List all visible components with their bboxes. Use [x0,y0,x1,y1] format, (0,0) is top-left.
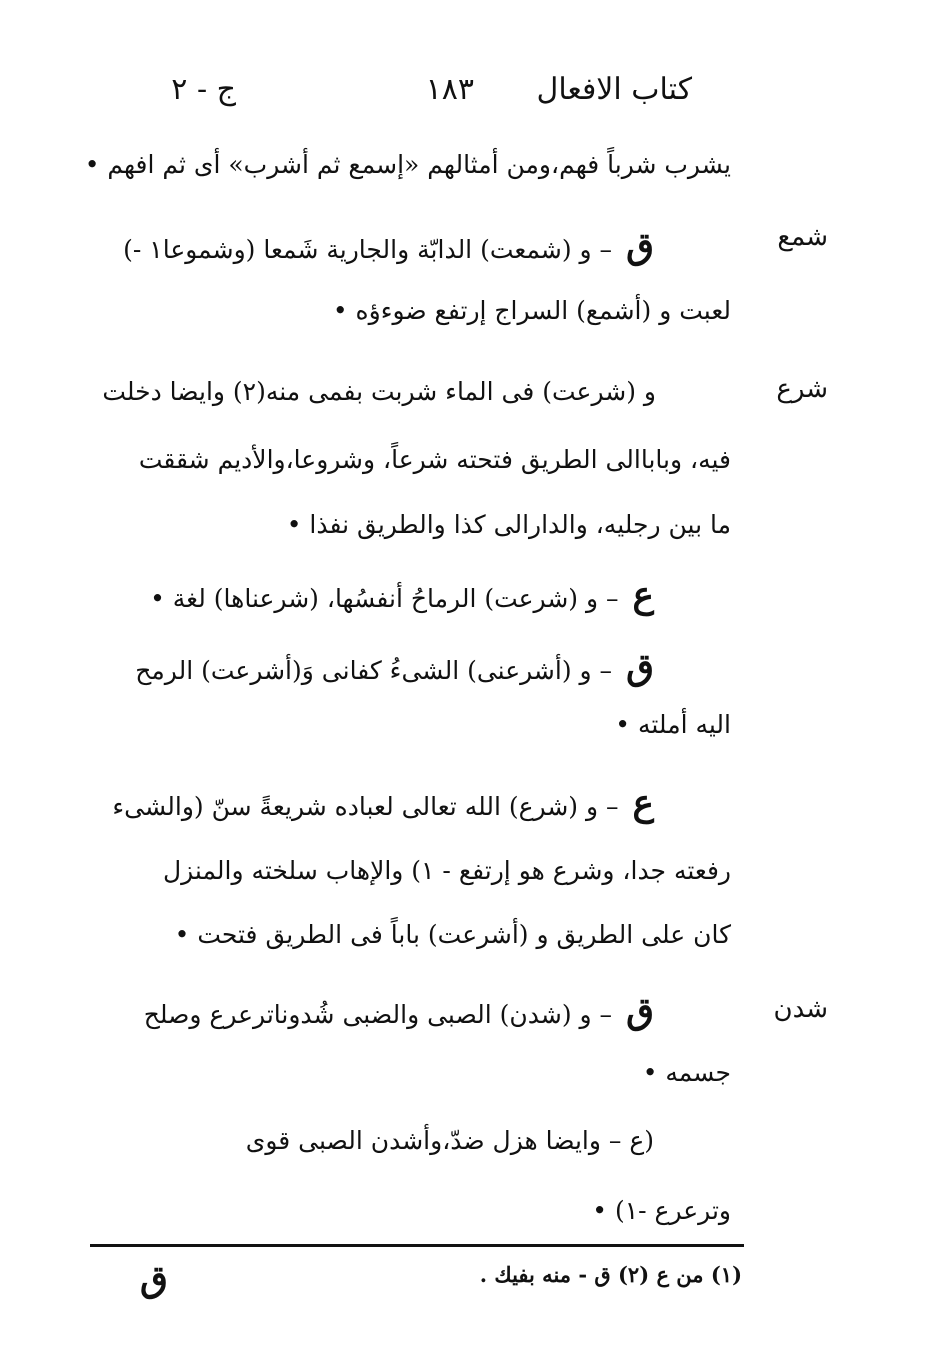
footnote: (١) من ع (٢) ق - منه بفيك . [479,1262,742,1287]
text-line [144,990,654,1033]
intro-line: يشرب شرباً فهم،ومن أمثالهم «إسمع ثم أشرب» أى ثم افهم • [84,150,731,179]
line-text: – و (شرعت) الرماحُ أنفسُها، (شرعناها) لغة • [150,584,619,613]
text-line: كان على الطريق و (أشرعت) باباً فى الطريق فتحت • [174,920,731,949]
source-marker: ق [626,990,654,1032]
line-text: – و (شمعت) الدابّة والجارية شَمعا (وشموعا١ -) [123,235,613,264]
text-line [112,782,654,825]
source-marker: ع [632,574,654,616]
text-line: جسمه • [642,1058,731,1087]
source-marker: ق [626,646,654,688]
text-line [150,574,654,617]
text-line [135,646,654,689]
text-line: لعبت و (أشمع) السراج إرتفع ضوءؤه • [332,296,731,325]
source-marker: ق [626,225,654,267]
headword-shama: شمع [777,222,828,252]
line-text: – و (شدن) الصبى والضبى شُدوناترعرع وصلح [143,1000,613,1029]
line-text: – و (أشرعنى) الشىءُ كفانى وَ(أشرعت) الرمح [135,656,613,685]
headword-shadana: شدن [773,994,828,1024]
text-line: اليه أملته • [615,710,731,739]
text-line: و (شرعت) فى الماء شربت بفمى منه(٢) وايضا دخلت [102,377,656,406]
book-title: كتاب الافعال [536,72,692,107]
text-line: وترعرع -١) • [592,1196,731,1225]
page-number: ١٨٣ [425,72,474,107]
source-marker: ع [632,782,654,824]
text-line [123,225,654,268]
line-text: – و (شرع) الله تعالى لعباده شريعةً سنّ (والشىء [112,792,619,821]
footnote-rule [90,1244,744,1247]
text-line: رفعته جدا، وشرع هو إرتفع - ١) والإهاب سلخته والمنزل [162,856,731,885]
volume-number: ج - ٢ [171,72,236,107]
headword-sharaa: شرع [776,374,828,404]
text-line: (ع – وايضا هزل ضدّ،وأشدن الصبى قوى [245,1126,654,1155]
catchword: ق [140,1258,168,1300]
text-line: ما بين رجليه، والدارالى كذا والطريق نفذا • [286,510,731,539]
text-line: فيه، وباباالى الطريق فتحته شرعاً، وشروعا،والأديم شققت [138,445,731,474]
